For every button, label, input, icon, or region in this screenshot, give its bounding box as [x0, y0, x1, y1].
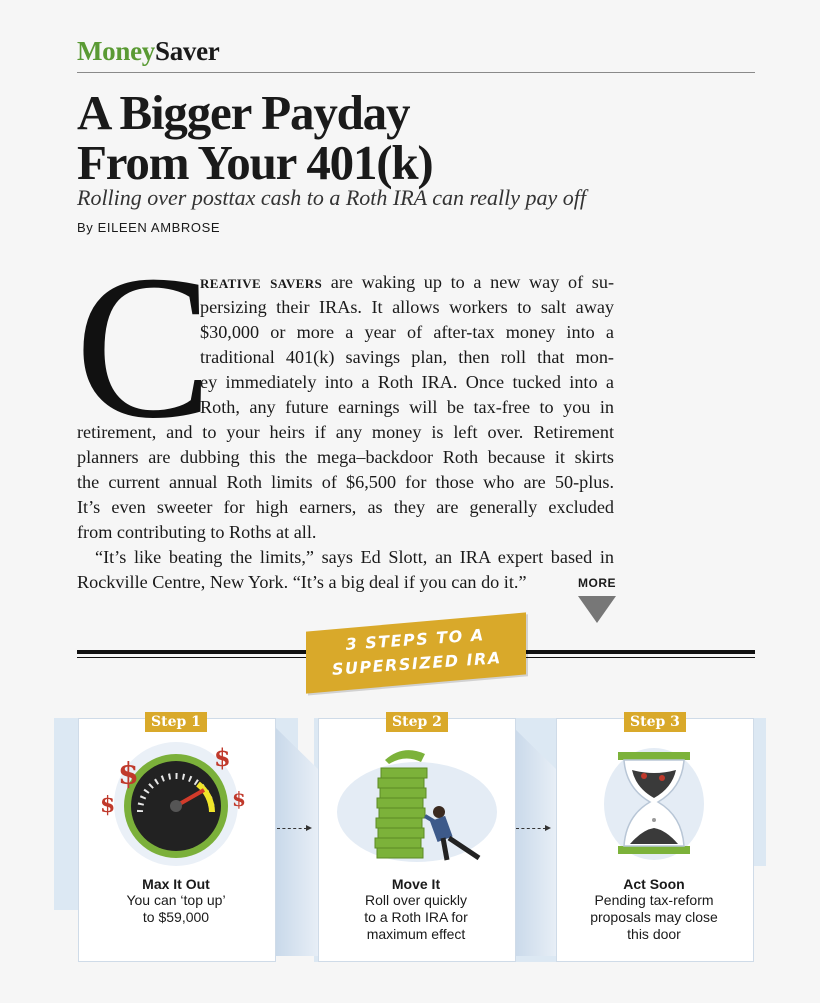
step-1-desc-2: to $59,000 — [142, 909, 210, 925]
step-2-desc-3: maximum effect — [366, 926, 466, 942]
step-arrow-2-icon — [516, 828, 546, 829]
drop-cap: C — [75, 232, 213, 461]
body-text-1: are waking up to a new way of su- — [330, 272, 614, 292]
body-line-1 — [200, 270, 614, 295]
money-stack-push-icon — [325, 742, 507, 864]
step-3-desc-2: proposals may close — [590, 909, 718, 925]
body-line-8: planners are dubbing this the mega–backdoor Roth because it skirts — [77, 447, 614, 467]
step-1-label: Step 1 — [145, 712, 207, 732]
step-arrow-1-icon — [277, 828, 307, 829]
more-link[interactable]: MORE — [578, 576, 616, 590]
more-arrow-icon[interactable] — [578, 596, 616, 623]
section-kicker — [77, 36, 219, 67]
kicker-money: Money — [77, 36, 155, 66]
dek: Rolling over posttax cash to a Roth IRA can really pay off — [77, 185, 586, 210]
headline — [77, 85, 757, 190]
body-line-6: Roth, any future earnings will be tax-free to you in — [200, 397, 614, 417]
hourglass-icon — [602, 746, 706, 862]
body-line-2: persizing their IRAs. It allows workers to salt away — [200, 297, 614, 317]
byline: By EILEEN AMBROSE — [77, 220, 221, 235]
body-line-13: Rockville Centre, New York. “It’s a big deal if you can do it.” — [77, 572, 527, 592]
kicker-saver: Saver — [154, 36, 220, 66]
step-1-desc-1: You can ‘top up’ — [126, 892, 226, 908]
body-line-7: retirement, and to your heirs if any money is left over. Retirement — [77, 422, 614, 442]
connector-1-2 — [276, 728, 318, 956]
step-1-title: Max It Out — [142, 876, 210, 892]
step-3-label: Step 3 — [624, 712, 686, 732]
body-line-3: $30,000 or more a year of after-tax money into a — [200, 322, 614, 342]
step-2-label: Step 2 — [386, 712, 448, 732]
body-line-10: It’s even sweeter for high earners, as they are generally excluded — [77, 497, 614, 517]
body-line-4: traditional 401(k) savings plan, then roll that mon- — [200, 347, 614, 367]
step-2-desc-1: Roll over quickly — [365, 892, 467, 908]
lead-in: reative savers — [200, 272, 323, 292]
banner-line-1: 3 STEPS TO A — [344, 625, 486, 654]
headline-line-2: From Your 401(k) — [77, 135, 433, 190]
step-3-desc-3: this door — [627, 926, 681, 942]
banner-line-2: SUPERSIZED IRA — [331, 648, 503, 679]
body-line-12: “It’s like beating the limits,” says Ed Slott, an IRA expert based in — [95, 547, 614, 567]
svg-text:$: $ — [232, 787, 246, 811]
step-3-desc-1: Pending tax-reform — [594, 892, 714, 908]
svg-text:$: $ — [118, 757, 139, 792]
body-line-11: from contributing to Roths at all. — [77, 522, 317, 542]
step-2-desc-2: to a Roth IRA for — [364, 909, 468, 925]
step-3-title: Act Soon — [623, 876, 685, 892]
headline-line-1: A Bigger Payday — [77, 85, 410, 140]
gauge-dollar-icon — [92, 740, 260, 870]
body-line-5: ey immediately into a Roth IRA. Once tucked into a — [200, 372, 614, 392]
step-2-title: Move It — [391, 876, 441, 892]
svg-text:$: $ — [100, 792, 116, 818]
body-line-9: the current annual Roth limits of $6,500 for those who are 50-plus. — [77, 472, 614, 492]
svg-text:$: $ — [214, 743, 231, 772]
kicker-divider — [77, 72, 755, 73]
